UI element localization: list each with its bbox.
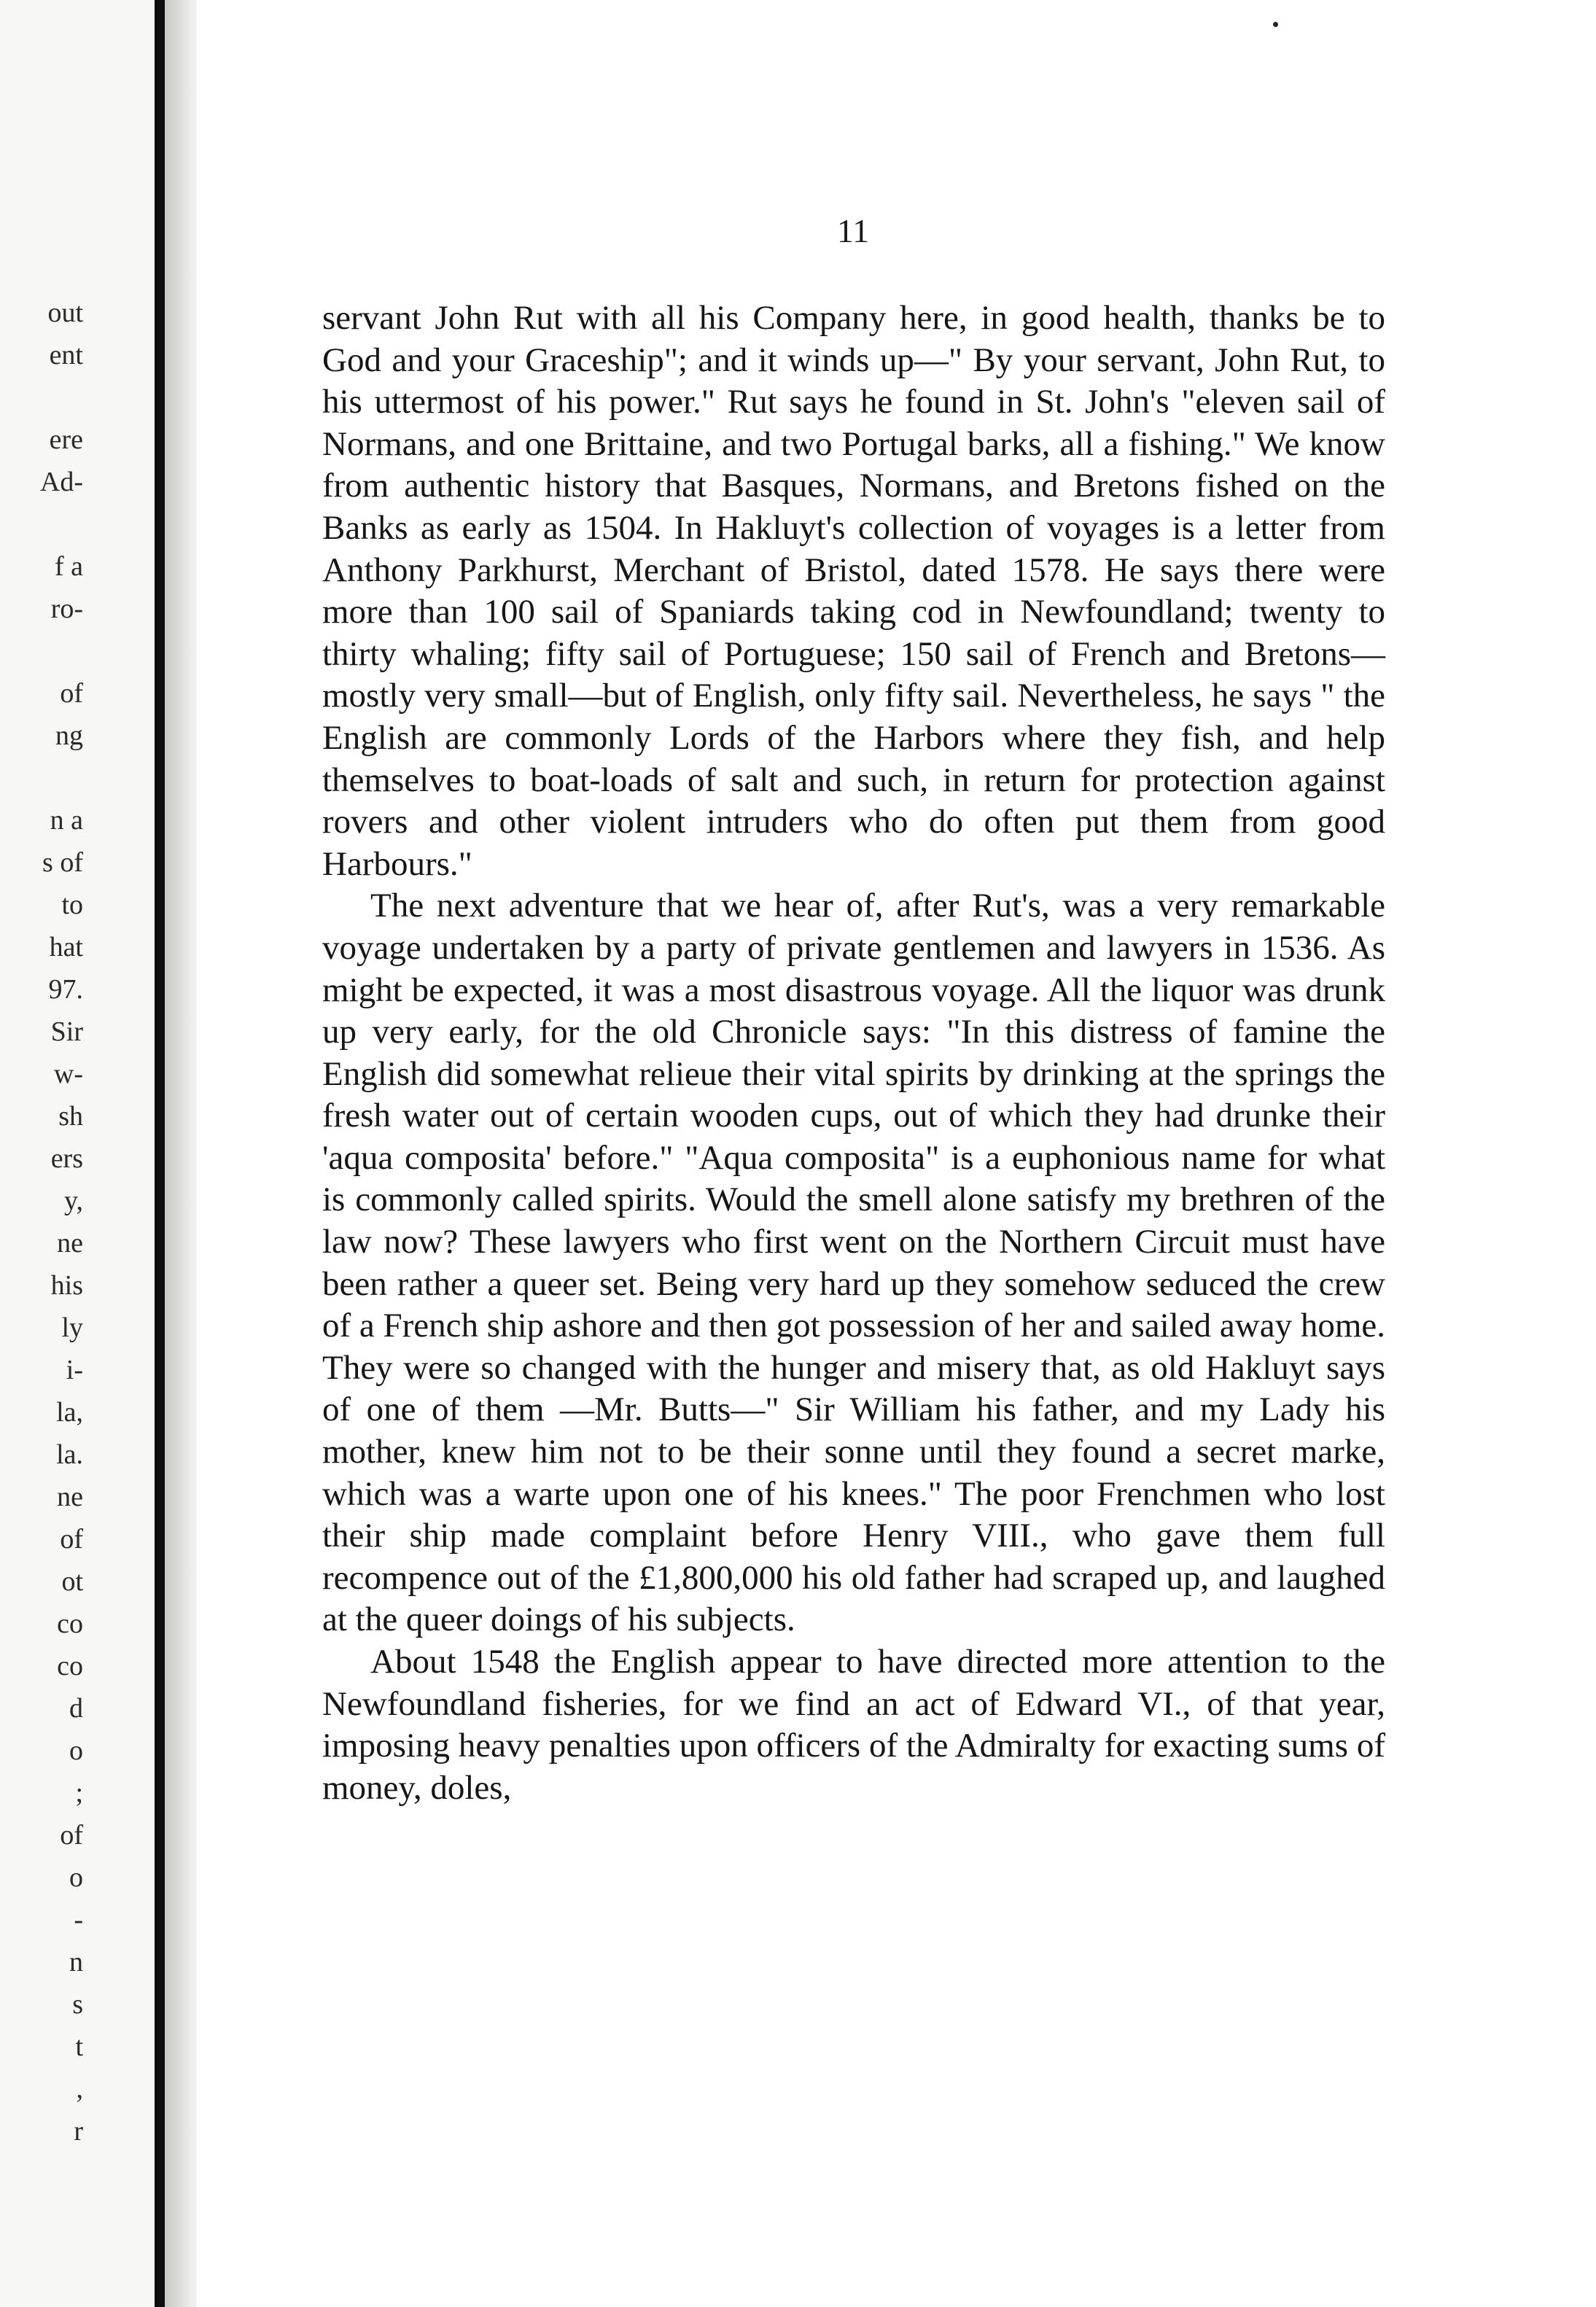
facing-page-fragment: s — [72, 1989, 83, 2020]
facing-page-fragment: w- — [53, 1059, 83, 1089]
facing-page-margin — [0, 0, 172, 2307]
facing-page-fragment: of — [60, 1524, 83, 1555]
facing-page-fragment: to — [61, 890, 83, 920]
facing-page-fragment: hat — [49, 932, 83, 962]
facing-page-fragment: ly — [61, 1312, 83, 1343]
facing-page-fragment: o — [69, 1735, 83, 1766]
facing-page-fragment: out — [47, 297, 83, 328]
facing-page-fragment — [3, 503, 83, 545]
facing-page-fragment: Sir — [50, 1016, 83, 1047]
facing-page-fragment: ers — [50, 1143, 83, 1174]
facing-page-fragment: ng — [55, 720, 83, 751]
facing-page-fragment: his — [50, 1270, 83, 1301]
facing-page-fragment: ro- — [50, 594, 83, 624]
facing-page-fragment: ere — [49, 424, 83, 455]
facing-page-fragment — [3, 376, 83, 419]
facing-page-fragment: ; — [75, 1778, 83, 1808]
facing-page-fragment: ne — [57, 1228, 83, 1258]
paragraph-continuation: servant John Rut with all his Company here, in good health, thanks be to God and your Graceship"; and it winds up—" By your servant, John Rut, to his uttermost of his power." Rut says he found in St. John's "eleven sail of Normans, and one Brittaine, and two Portugal barks, all a fishing." We know from authentic history that Basques, Normans, and Bretons fished on the Banks as early as 1504. In Hakluyt's collection of voyages is a letter from Anthony Parkhurst, Merchant of Bristol, dated 1578. He says there were more than 100 sail of Spaniards taking cod in Newfoundland; twenty to thirty whaling; fifty sail of Portuguese; 150 sail of French and Bretons—mostly very small—but of English, only fifty sail. Nevertheless, he says " the English are commonly Lords of the Harbors where they fish, and help themselves to boat-loads of salt and such, in return for protection against rovers and other violent intruders who do often put them from good Harbours." — [322, 299, 1385, 883]
facing-page-fragment: r — [74, 2116, 83, 2147]
facing-page-fragment: of — [60, 1820, 83, 1851]
paragraph: The next adventure that we hear of, after Rut's, was a very remarkable voyage undertaken by a party of private gentlemen and lawyers in 1536. As might be expected, it was a most disastrous voyage. All the liquor was drunk up very early, for the old Chronicle says: "In this distress of famine the English did somewhat relieue their vital spirits by drinking at the springs the fresh water out of certain wooden cups, out of which they had drunke their 'aqua composita' before." "Aqua composita" is a euphonious name for what is commonly called spirits. Would the smell alone satisfy my brethren of the law now? These lawyers who first went on the Northern Circuit must have been rather a queer set. Being very hard up they somehow seduced the crew of a French ship ashore and then got possession of her and sailed away home. They were so changed with the hunger and misery that, as old Hakluyt says of one of them —Mr. Butts—" Sir William his father, and my Lady his mother, knew him not to be their sonne until they found a secret marke, which was a warte upon one of his knees." The poor Frenchmen who lost their ship made complaint before Henry VIII., who gave them full recompence out of the £1,800,000 his old father had scraped up, and laughed at the queer doings of his subjects. — [322, 887, 1385, 1639]
paragraph: About 1548 the English appear to have directed more attention to the Newfoundland fisheries, for we find an act of Edward VI., of that year, imposing heavy penalties upon officers of the Admiralty for exacting sums of money, doles, — [322, 1643, 1385, 1807]
facing-page-fragment: t — [75, 2031, 83, 2062]
facing-page-fragment: s of — [42, 847, 83, 878]
facing-page-fragment: ent — [49, 340, 83, 370]
facing-page-fragment: la. — [56, 1439, 83, 1470]
facing-page-fragment: 97. — [48, 974, 83, 1005]
facing-page-fragment: f a — [54, 551, 83, 582]
facing-page-fragment: - — [74, 1905, 83, 1935]
gutter-shadow — [165, 0, 197, 2307]
facing-page-fragment: , — [76, 2074, 83, 2104]
facing-page-fragment: sh — [58, 1101, 83, 1132]
facing-page-fragment: i- — [66, 1355, 83, 1385]
book-gutter — [155, 0, 165, 2307]
facing-page-fragment: y, — [63, 1186, 83, 1216]
facing-page-fragment: n a — [50, 805, 83, 836]
facing-page-fragment: n — [69, 1947, 83, 1977]
facing-page-fragment: la, — [56, 1397, 83, 1428]
facing-page-fragment: ot — [61, 1566, 83, 1597]
page-body — [322, 297, 1385, 1809]
facing-page-fragment: of — [60, 678, 83, 709]
page-number: 11 — [836, 212, 870, 249]
facing-page-fragment: Ad- — [39, 467, 83, 497]
print-speck — [1273, 22, 1278, 27]
facing-page-text-fragments — [3, 292, 83, 2152]
facing-page-fragment: ne — [57, 1482, 83, 1512]
facing-page-fragment: o — [69, 1862, 83, 1893]
facing-page-fragment — [3, 630, 83, 672]
facing-page-fragment: co — [57, 1651, 83, 1681]
facing-page-fragment: co — [57, 1608, 83, 1639]
facing-page-fragment: d — [69, 1693, 83, 1724]
facing-page-fragment — [3, 757, 83, 799]
